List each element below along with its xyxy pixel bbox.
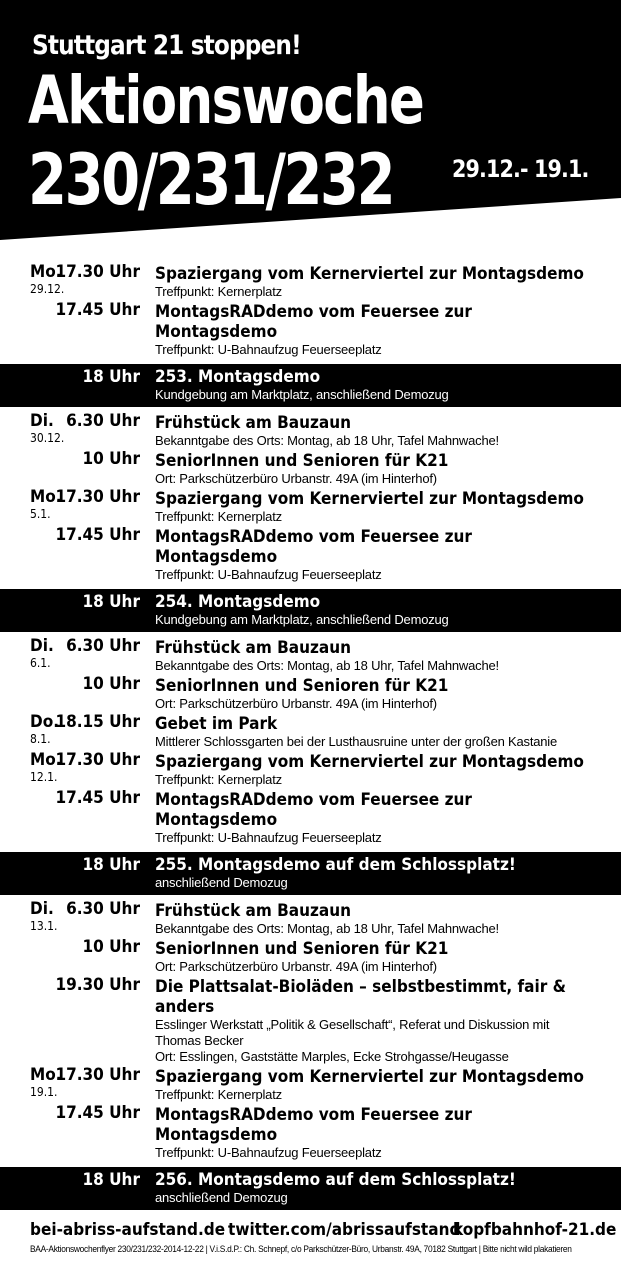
event-row — [0, 674, 621, 712]
event-date: 12.1. — [30, 770, 58, 784]
event-info: Treffpunkt: Kernerplatz — [155, 772, 282, 787]
event-info: Bekanntgabe des Orts: Montag, ab 18 Uhr, Tafel Mahnwache! — [155, 921, 499, 936]
event-title: SeniorInnen und Senioren für K21 — [155, 939, 449, 959]
highlight-event — [0, 364, 621, 407]
event-day: Mo. — [30, 750, 62, 770]
event-time: 17.30 Uhr — [55, 1065, 140, 1085]
event-details — [155, 302, 595, 358]
event-details — [155, 1067, 595, 1103]
event-row — [0, 788, 621, 846]
event-time: 10 Uhr — [82, 674, 140, 694]
event-row — [0, 712, 621, 750]
event-title: MontagsRADdemo vom Feuersee zur Montagsdemo — [155, 302, 472, 342]
event-info: Treffpunkt: U-Bahnaufzug Feuerseeplatz — [155, 1145, 382, 1160]
event-title: SeniorInnen und Senioren für K21 — [155, 451, 449, 471]
event-details — [155, 939, 595, 975]
event-info: Ort: Parkschützerbüro Urbanstr. 49A (im Hinterhof) — [155, 471, 437, 486]
event-details — [155, 790, 595, 846]
event-day: Di. — [30, 411, 54, 431]
event-details — [155, 1170, 595, 1206]
event-info: Kundgebung am Marktplatz, anschließend Demozug — [155, 612, 449, 627]
highlight-event — [0, 852, 621, 895]
link-kopfbahnhof-21[interactable]: kopfbahnhof-21.de — [453, 1220, 617, 1240]
event-row — [0, 525, 621, 583]
event-title: MontagsRADdemo vom Feuersee zur Montagsdemo — [155, 790, 472, 830]
event-info: Treffpunkt: Kernerplatz — [155, 1087, 282, 1102]
event-title: Gebet im Park — [155, 714, 278, 734]
event-time: 18 Uhr — [82, 1170, 140, 1190]
event-date: 29.12. — [30, 282, 65, 296]
event-time: 17.30 Uhr — [55, 750, 140, 770]
event-time: 19.30 Uhr — [55, 975, 140, 995]
event-date: 6.1. — [30, 656, 51, 670]
event-title: Die Plattsalat-Bioläden – selbstbestimmt, fair & anders — [155, 977, 566, 1017]
event-title: Frühstück am Bauzaun — [155, 638, 351, 658]
event-day: Mo. — [30, 487, 62, 507]
event-title: 253. Montagsdemo — [155, 367, 321, 387]
event-row — [0, 449, 621, 487]
event-time: 17.30 Uhr — [55, 262, 140, 282]
event-title: MontagsRADdemo vom Feuersee zur Montagsdemo — [155, 1105, 472, 1145]
event-details — [155, 977, 595, 1065]
event-details — [155, 1105, 595, 1161]
header-banner — [0, 0, 621, 252]
event-day: Mo. — [30, 1065, 62, 1085]
event-list — [0, 262, 621, 1214]
highlight-event — [0, 1167, 621, 1210]
event-time: 18 Uhr — [82, 855, 140, 875]
event-info: Treffpunkt: U-Bahnaufzug Feuerseeplatz — [155, 342, 382, 357]
event-row — [0, 750, 621, 788]
event-details — [155, 264, 595, 300]
event-details — [155, 638, 595, 674]
event-details — [155, 413, 595, 449]
event-details — [155, 367, 595, 403]
link-twitter[interactable]: twitter.com/abrissaufstand — [228, 1220, 461, 1240]
event-title: Frühstück am Bauzaun — [155, 901, 351, 921]
event-day: Di. — [30, 636, 54, 656]
event-title: 254. Montagsdemo — [155, 592, 321, 612]
event-title: MontagsRADdemo vom Feuersee zur Montagsdemo — [155, 527, 472, 567]
event-time: 17.30 Uhr — [55, 487, 140, 507]
event-time: 10 Uhr — [82, 937, 140, 957]
event-time: 18 Uhr — [82, 367, 140, 387]
event-info: Ort: Esslingen, Gaststätte Marples, Ecke Strohgasse/Heugasse — [155, 1049, 509, 1064]
event-info: Ort: Parkschützerbüro Urbanstr. 49A (im Hinterhof) — [155, 959, 437, 974]
event-title: SeniorInnen und Senioren für K21 — [155, 676, 449, 696]
event-details — [155, 451, 595, 487]
event-info: Bekanntgabe des Orts: Montag, ab 18 Uhr, Tafel Mahnwache! — [155, 433, 499, 448]
event-row — [0, 1065, 621, 1103]
event-info: Mittlerer Schlossgarten bei der Lusthausruine unter der großen Kastanie — [155, 734, 558, 749]
event-title: 256. Montagsdemo auf dem Schlossplatz! — [155, 1170, 516, 1190]
event-time: 17.45 Uhr — [55, 525, 140, 545]
event-info: Treffpunkt: U-Bahnaufzug Feuerseeplatz — [155, 830, 382, 845]
link-bei-abriss-aufstand[interactable]: bei-abriss-aufstand.de — [30, 1220, 226, 1240]
event-info: Kundgebung am Marktplatz, anschließend Demozug — [155, 387, 449, 402]
event-time: 6.30 Uhr — [66, 636, 140, 656]
event-date: 5.1. — [30, 507, 51, 521]
event-day: Di. — [30, 899, 54, 919]
event-time: 17.45 Uhr — [55, 788, 140, 808]
highlight-event — [0, 589, 621, 632]
event-date: 13.1. — [30, 919, 58, 933]
event-row — [0, 262, 621, 300]
event-title: Spaziergang vom Kernerviertel zur Montagsdemo — [155, 1067, 584, 1087]
event-info: Bekanntgabe des Orts: Montag, ab 18 Uhr, Tafel Mahnwache! — [155, 658, 499, 673]
event-time: 17.45 Uhr — [55, 1103, 140, 1123]
event-info: anschließend Demozug — [155, 875, 288, 890]
event-title: Spaziergang vom Kernerviertel zur Montagsdemo — [155, 489, 584, 509]
event-details — [155, 676, 595, 712]
event-date: 30.12. — [30, 431, 65, 445]
event-details — [155, 855, 595, 891]
event-info: anschließend Demozug — [155, 1190, 288, 1205]
event-day: Do. — [30, 712, 60, 732]
event-time: 6.30 Uhr — [66, 411, 140, 431]
event-title: Spaziergang vom Kernerviertel zur Montagsdemo — [155, 264, 584, 284]
event-row — [0, 899, 621, 937]
event-details — [155, 527, 595, 583]
header-numbers: 230/231/232 — [28, 139, 394, 221]
event-row — [0, 300, 621, 358]
event-details — [155, 752, 595, 788]
header-date-range: 29.12.- 19.1. — [452, 155, 589, 183]
event-time: 6.30 Uhr — [66, 899, 140, 919]
footer — [0, 1220, 621, 1254]
event-row — [0, 975, 621, 1065]
event-time: 10 Uhr — [82, 449, 140, 469]
event-details — [155, 592, 595, 628]
event-info: Treffpunkt: U-Bahnaufzug Feuerseeplatz — [155, 567, 382, 582]
event-info: Ort: Parkschützerbüro Urbanstr. 49A (im Hinterhof) — [155, 696, 437, 711]
event-title: Frühstück am Bauzaun — [155, 413, 351, 433]
event-time: 18.15 Uhr — [55, 712, 140, 732]
event-title: Spaziergang vom Kernerviertel zur Montagsdemo — [155, 752, 584, 772]
event-row — [0, 487, 621, 525]
header-kicker: Stuttgart 21 stoppen! — [32, 30, 301, 61]
header-title: Aktionswoche — [28, 62, 424, 139]
imprint: BAA-Aktionswochenflyer 230/231/232-2014-12-22 | V.i.S.d.P.: Ch. Schnepf, c/o Parkschützer-Büro, Urbanstr. 49A, 70182 Stuttgart | Bitte nicht wild plakatieren — [30, 1244, 572, 1254]
event-details — [155, 489, 595, 525]
event-details — [155, 901, 595, 937]
event-row — [0, 411, 621, 449]
event-info: Esslinger Werkstatt „Politik & Gesellschaft“, Referat und Diskussion mit Thomas Becker — [155, 1017, 550, 1048]
event-date: 19.1. — [30, 1085, 58, 1099]
event-row — [0, 636, 621, 674]
event-date: 8.1. — [30, 732, 51, 746]
event-time: 18 Uhr — [82, 592, 140, 612]
event-details — [155, 714, 595, 750]
event-row — [0, 937, 621, 975]
event-info: Treffpunkt: Kernerplatz — [155, 284, 282, 299]
footer-links — [0, 1220, 621, 1244]
event-info: Treffpunkt: Kernerplatz — [155, 509, 282, 524]
event-day: Mo. — [30, 262, 62, 282]
event-title: 255. Montagsdemo auf dem Schlossplatz! — [155, 855, 516, 875]
event-time: 17.45 Uhr — [55, 300, 140, 320]
event-row — [0, 1103, 621, 1161]
